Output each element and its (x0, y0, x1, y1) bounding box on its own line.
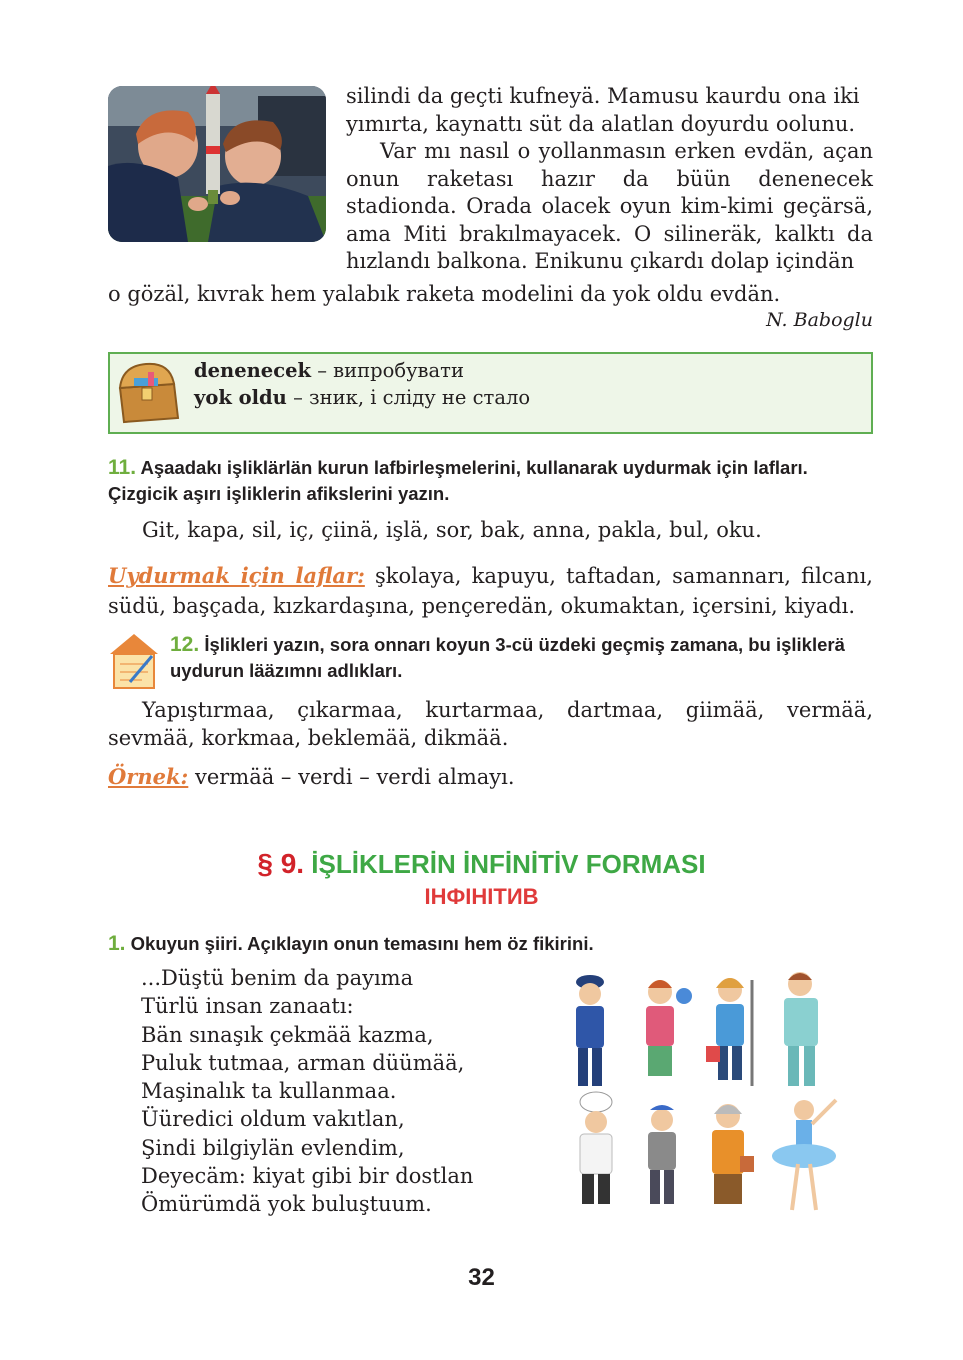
section-title: İŞLİKLERİN İNFİNİTİV FORMASI (311, 849, 706, 879)
example-label: Örnek: (108, 764, 189, 789)
task-11-words: Git, kapa, sil, iç, çiinä, işlä, sor, bak, anna, pakla, bul, oku. (142, 518, 762, 542)
task-11 (108, 455, 878, 507)
story-paragraph: Var mı nasıl o yollanmasın erken evdän, açan onun raketası hazır da büün denenecek stadionda. Orada olacek oyun kim-kimi geçärsä, ama Miti brakılmayacek. O silineräk, kalktı da hızlandı balkona. Enikunu çıkardı dolap içindän (346, 139, 873, 273)
poem-line: Maşinalık ta kullanmaa. (141, 1079, 397, 1104)
task-text: Okuyun şiiri. Açıklayın onun temasını hem öz fikirini. (130, 933, 594, 954)
poem (141, 964, 473, 1219)
example-text: vermää – verdi – verdi almayı. (188, 765, 515, 789)
poem-line: Türlü insan zanaatı: (141, 994, 354, 1019)
page-number: 32 (468, 1264, 495, 1291)
laflar-text: şkolaya, kapuyu, taftadan, samannarı, filcanı, südü, başçada, kızkardaşına, pençeredän, okumaktan, içersini, kiyadı. (108, 564, 873, 618)
task-1 (108, 931, 908, 957)
section-subtitle: ІНФІНІТИВ (424, 884, 539, 909)
chef-figure (580, 1092, 612, 1204)
teacher-figure (646, 980, 692, 1076)
poem-line: Bän sınaşık çekmää kazma, (141, 1022, 434, 1047)
ballerina-figure (772, 1100, 836, 1210)
treasure-chest-icon (112, 358, 186, 426)
task-11-words-for-combination (108, 561, 873, 621)
task-12-example (108, 764, 515, 789)
boys-rocket-photo (108, 86, 326, 242)
story-line-last: o gözäl, kıvrak hem yalabık raketa modelini da yok oldu evdän. (108, 282, 781, 306)
writing-house-icon (108, 632, 160, 690)
task-number: 11. (108, 456, 137, 479)
story-line-1: silindi da geçti kufneyä. Mamusu kaurdu ona iki (346, 84, 860, 108)
poem-line: Şindi bilgiylän evlendim, (141, 1135, 405, 1160)
task-text: İşlikleri yazın, sora onnarı koyun 3-cü üzdeki geçmiş zamana, bu işliklerä uydurun lääzımnı adlıkları. (170, 634, 845, 681)
story-author: N. Baboglu (766, 309, 873, 331)
vocab-translation: – випробувати (311, 359, 464, 382)
task-12 (170, 632, 880, 684)
vocab-term: yok oldu (194, 386, 287, 409)
vocab-item (194, 357, 530, 384)
task-text: Aşaadakı işliklärlän kurun lafbirleşmelerini, kullanarak uydurmak için lafları. Çizgicik aşırı işliklerin afikslerini yazın. (108, 457, 808, 504)
vocabulary-list (194, 357, 530, 411)
section-number: § 9. (257, 848, 305, 879)
doctor-figure (784, 972, 818, 1086)
story-line-2: yımırta, kaynattı süt da alatlan doyurdu oolunu. (346, 111, 856, 136)
mechanic-figure (648, 1105, 676, 1204)
vocab-translation: – зник, і сліду не стало (286, 386, 531, 409)
section-heading (0, 848, 963, 880)
story-text-right (346, 83, 873, 276)
laflar-label: Uydurmak için laflar: (108, 563, 365, 588)
task-12-words: Yapıştırmaa, çıkarmaa, kurtarmaa, dartmaa, giimää, vermää, sevmää, korkmaa, beklemää, dikmää. (108, 698, 873, 750)
poem-line: ...Düştü benim da payıma (141, 966, 414, 990)
professions-illustration (560, 960, 850, 1220)
vocab-term: denenecek (194, 359, 311, 382)
poem-line: Deyecäm: kiyat gibi bir dostlan (141, 1164, 474, 1189)
poem-line: Puluk tutmaa, arman düümää, (141, 1050, 465, 1075)
task-number: 1. (108, 932, 126, 955)
police-officer-figure (576, 975, 604, 1086)
vocab-item (194, 384, 530, 411)
task-number: 12. (170, 633, 200, 656)
poem-line: Üüredici oldum vakıtlan, (141, 1107, 405, 1132)
poem-line: Ömürümdä yok buluştuum. (141, 1192, 432, 1217)
elderly-woman-figure (712, 1104, 754, 1204)
cleaner-figure (706, 978, 752, 1086)
